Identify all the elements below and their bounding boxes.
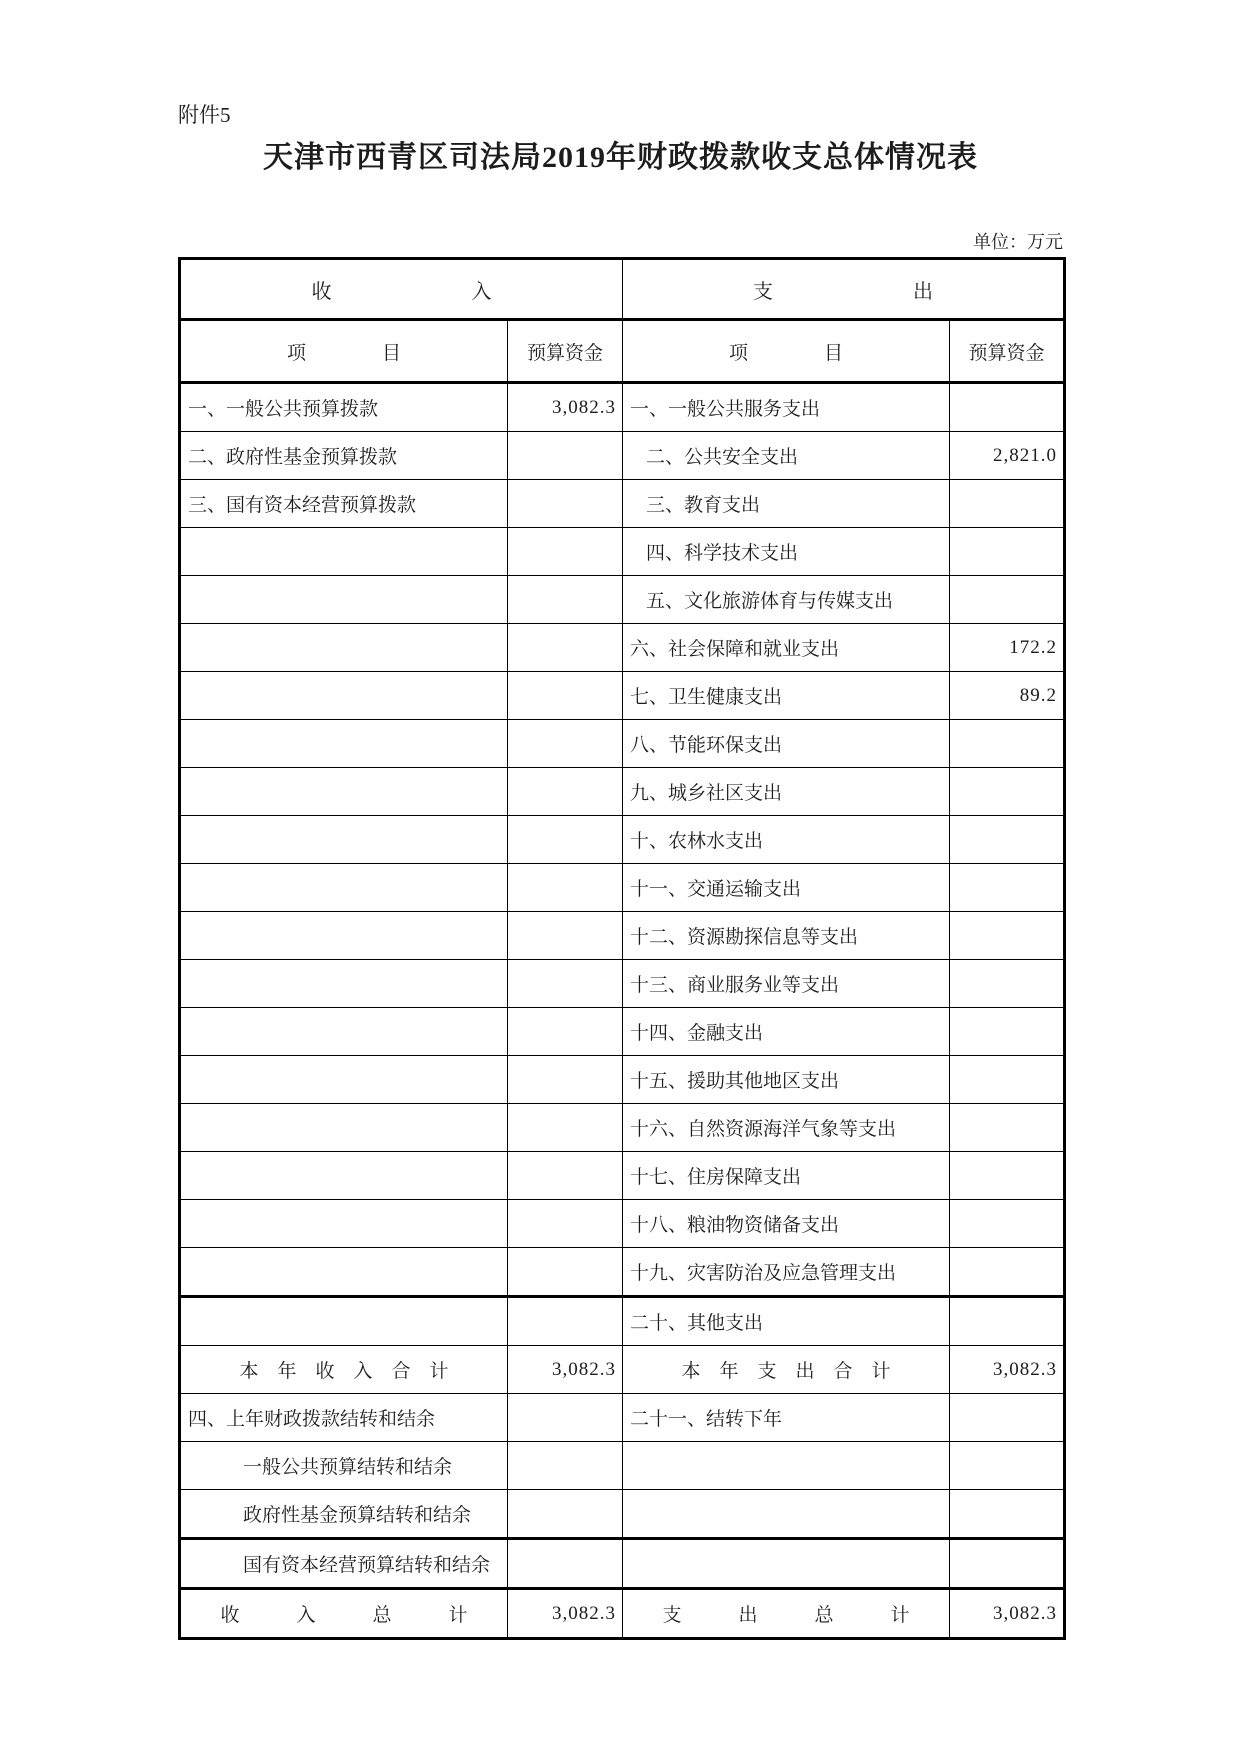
expense-item-cell xyxy=(623,1539,950,1589)
expense-value-cell xyxy=(950,576,1065,624)
income-item-cell: 国有资本经营预算结转和结余 xyxy=(180,1539,508,1589)
table-row xyxy=(180,576,1065,624)
income-value-cell xyxy=(508,1442,623,1490)
group-header-row xyxy=(180,259,1065,320)
income-item-cell xyxy=(180,672,508,720)
expense-value-cell xyxy=(950,1297,1065,1346)
expense-value-cell xyxy=(950,1056,1065,1104)
table-row xyxy=(180,1442,1065,1490)
attachment-label: 附件5 xyxy=(178,103,231,127)
income-item-cell xyxy=(180,1248,508,1297)
expense-total-value: 3,082.3 xyxy=(950,1346,1065,1394)
income-item-cell xyxy=(180,1056,508,1104)
expense-item-cell: 六、社会保障和就业支出 xyxy=(623,624,950,672)
income-value-cell xyxy=(508,1539,623,1589)
table-row xyxy=(180,1200,1065,1248)
income-item-cell: 政府性基金预算结转和结余 xyxy=(180,1490,508,1539)
income-value-cell xyxy=(508,1008,623,1056)
expense-value-cell xyxy=(950,960,1065,1008)
table-row xyxy=(180,1490,1065,1539)
expense-grand-total-label: 支 出 总 计 xyxy=(623,1589,950,1639)
income-group-header: 收 入 xyxy=(180,259,623,320)
table-row xyxy=(180,480,1065,528)
table-row xyxy=(180,768,1065,816)
income-item-cell xyxy=(180,960,508,1008)
income-item-cell xyxy=(180,864,508,912)
income-value-cell xyxy=(508,1490,623,1539)
page-title: 天津市西青区司法局2019年财政拨款收支总体情况表 xyxy=(263,141,978,174)
expense-item-cell: 十六、自然资源海洋气象等支出 xyxy=(623,1104,950,1152)
income-item-cell: 四、上年财政拨款结转和结余 xyxy=(180,1394,508,1442)
income-value-cell xyxy=(508,1297,623,1346)
expense-item-cell: 四、科学技术支出 xyxy=(623,528,950,576)
income-item-cell xyxy=(180,912,508,960)
table-row xyxy=(180,960,1065,1008)
income-value-cell xyxy=(508,1394,623,1442)
income-value-cell xyxy=(508,624,623,672)
income-item-cell: 一、一般公共预算拨款 xyxy=(180,383,508,432)
expense-value-cell: 2,821.0 xyxy=(950,432,1065,480)
document-page xyxy=(178,101,1063,1640)
expense-value-cell xyxy=(950,1394,1065,1442)
income-item-cell xyxy=(180,624,508,672)
expense-value-cell: 89.2 xyxy=(950,672,1065,720)
expense-value-cell xyxy=(950,1104,1065,1152)
expense-grand-total-value: 3,082.3 xyxy=(950,1589,1065,1639)
expense-value-cell: 172.2 xyxy=(950,624,1065,672)
income-value-cell xyxy=(508,720,623,768)
table-row-grand-total xyxy=(180,1589,1065,1639)
expense-value-cell xyxy=(950,1248,1065,1297)
income-value-cell xyxy=(508,432,623,480)
table-row xyxy=(180,383,1065,432)
expense-item-cell: 十、农林水支出 xyxy=(623,816,950,864)
table-row xyxy=(180,672,1065,720)
expense-item-cell: 十四、金融支出 xyxy=(623,1008,950,1056)
expense-item-cell: 十八、粮油物资储备支出 xyxy=(623,1200,950,1248)
expense-item-cell: 三、教育支出 xyxy=(623,480,950,528)
income-budget-header: 预算资金 xyxy=(508,320,623,383)
income-item-cell xyxy=(180,576,508,624)
expense-item-cell: 八、节能环保支出 xyxy=(623,720,950,768)
income-value-cell: 3,082.3 xyxy=(508,383,623,432)
table-row xyxy=(180,1297,1065,1346)
income-grand-total-label: 收 入 总 计 xyxy=(180,1589,508,1639)
table-row-annual-total xyxy=(180,1346,1065,1394)
expense-item-cell: 九、城乡社区支出 xyxy=(623,768,950,816)
income-value-cell xyxy=(508,816,623,864)
expense-item-cell: 五、文化旅游体育与传媒支出 xyxy=(623,576,950,624)
income-item-cell: 一般公共预算结转和结余 xyxy=(180,1442,508,1490)
income-value-cell xyxy=(508,1248,623,1297)
income-value-cell xyxy=(508,1104,623,1152)
table-row xyxy=(180,720,1065,768)
income-item-cell xyxy=(180,1008,508,1056)
unit-note: 单位：万元 xyxy=(973,232,1063,252)
income-value-cell xyxy=(508,480,623,528)
income-item-cell xyxy=(180,528,508,576)
income-value-cell xyxy=(508,960,623,1008)
income-value-cell xyxy=(508,672,623,720)
table-row xyxy=(180,1394,1065,1442)
expense-item-cell: 十三、商业服务业等支出 xyxy=(623,960,950,1008)
income-item-cell xyxy=(180,1152,508,1200)
expense-value-cell xyxy=(950,480,1065,528)
table-row xyxy=(180,1539,1065,1589)
expense-item-header: 项 目 xyxy=(623,320,950,383)
income-item-cell: 二、政府性基金预算拨款 xyxy=(180,432,508,480)
income-item-cell xyxy=(180,1200,508,1248)
expense-item-cell: 二、公共安全支出 xyxy=(623,432,950,480)
income-value-cell xyxy=(508,768,623,816)
income-item-header: 项 目 xyxy=(180,320,508,383)
income-item-cell: 三、国有资本经营预算拨款 xyxy=(180,480,508,528)
table-row xyxy=(180,1152,1065,1200)
column-header-row xyxy=(180,320,1065,383)
expense-item-cell: 一、一般公共服务支出 xyxy=(623,383,950,432)
table-row xyxy=(180,1008,1065,1056)
expense-value-cell xyxy=(950,1539,1065,1589)
income-item-cell xyxy=(180,1104,508,1152)
expense-item-cell: 十一、交通运输支出 xyxy=(623,864,950,912)
table-row xyxy=(180,1104,1065,1152)
income-value-cell xyxy=(508,1152,623,1200)
table-row xyxy=(180,528,1065,576)
expense-value-cell xyxy=(950,1152,1065,1200)
expense-total-label: 本 年 支 出 合 计 xyxy=(623,1346,950,1394)
expense-value-cell xyxy=(950,912,1065,960)
expense-value-cell xyxy=(950,1008,1065,1056)
table-row xyxy=(180,624,1065,672)
table-row xyxy=(180,1056,1065,1104)
expense-item-cell xyxy=(623,1490,950,1539)
income-value-cell xyxy=(508,912,623,960)
expense-item-cell: 二十一、结转下年 xyxy=(623,1394,950,1442)
expense-value-cell xyxy=(950,864,1065,912)
expense-item-cell xyxy=(623,1442,950,1490)
expense-value-cell xyxy=(950,1490,1065,1539)
expense-item-cell: 二十、其他支出 xyxy=(623,1297,950,1346)
expense-value-cell xyxy=(950,816,1065,864)
income-grand-total-value: 3,082.3 xyxy=(508,1589,623,1639)
table-row xyxy=(180,912,1065,960)
income-value-cell xyxy=(508,1200,623,1248)
expense-item-cell: 七、卫生健康支出 xyxy=(623,672,950,720)
expense-value-cell xyxy=(950,1442,1065,1490)
income-value-cell xyxy=(508,528,623,576)
expense-item-cell: 十九、灾害防治及应急管理支出 xyxy=(623,1248,950,1297)
income-item-cell xyxy=(180,720,508,768)
income-item-cell xyxy=(180,1297,508,1346)
income-total-label: 本 年 收 入 合 计 xyxy=(180,1346,508,1394)
expense-value-cell xyxy=(950,720,1065,768)
expense-value-cell xyxy=(950,528,1065,576)
expense-value-cell xyxy=(950,768,1065,816)
income-value-cell xyxy=(508,576,623,624)
income-value-cell xyxy=(508,1056,623,1104)
expense-value-cell xyxy=(950,383,1065,432)
expense-group-header: 支 出 xyxy=(623,259,1065,320)
income-item-cell xyxy=(180,816,508,864)
table-row xyxy=(180,432,1065,480)
table-row xyxy=(180,864,1065,912)
expense-item-cell: 十二、资源勘探信息等支出 xyxy=(623,912,950,960)
table-row xyxy=(180,1248,1065,1297)
budget-table xyxy=(178,257,1066,1640)
expense-budget-header: 预算资金 xyxy=(950,320,1065,383)
table-row xyxy=(180,816,1065,864)
expense-item-cell: 十七、住房保障支出 xyxy=(623,1152,950,1200)
expense-item-cell: 十五、援助其他地区支出 xyxy=(623,1056,950,1104)
income-value-cell xyxy=(508,864,623,912)
income-total-value: 3,082.3 xyxy=(508,1346,623,1394)
income-item-cell xyxy=(180,768,508,816)
expense-value-cell xyxy=(950,1200,1065,1248)
